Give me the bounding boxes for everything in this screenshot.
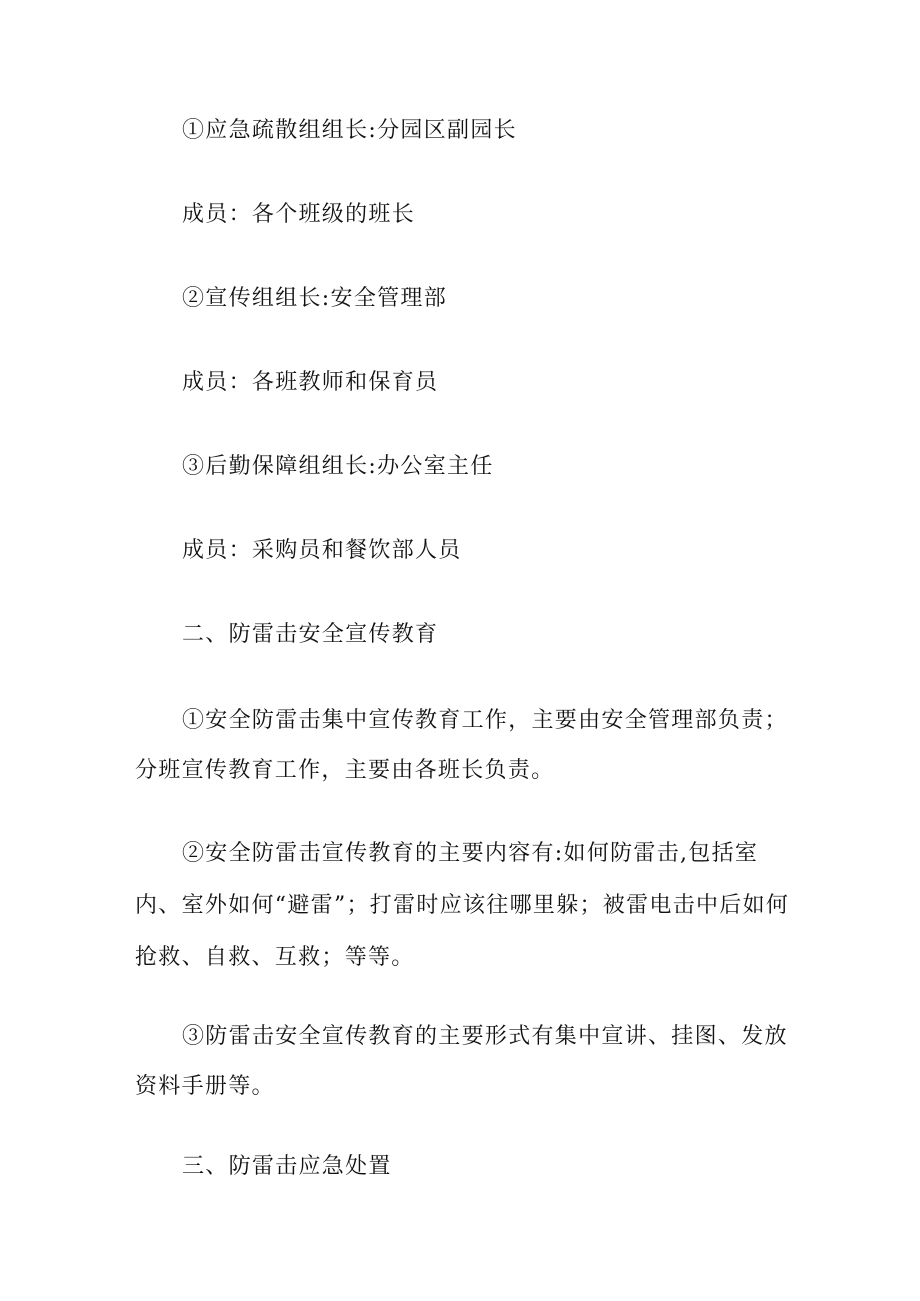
paragraph-evacuation-members: 成员：各个班级的班长 (182, 202, 416, 227)
paragraph-publicity-members: 成员：各班教师和保育员 (182, 370, 439, 395)
paragraph-logistics-members: 成员：采购员和餐饮部人员 (182, 538, 462, 563)
paragraph-logistics-leader: ③后勤保障组组长:办公室主任 (182, 454, 494, 479)
paragraph-education-duty: ①安全防雷击集中宣传教育工作，主要由安全管理部负责；分班宣传教育工作，主要由各班长负责。 (135, 708, 788, 783)
paragraph-evacuation-leader: ①应急疏散组组长:分园区副园长 (182, 118, 517, 143)
section-heading-2: 二、防雷击安全宣传教育 (182, 622, 439, 647)
section-heading-3: 三、防雷击应急处置 (182, 1154, 392, 1179)
paragraph-education-content: ②安全防雷击宣传教育的主要内容有:如何防雷击,包括室内、室外如何“避雷”；打雷时应该往哪里躲；被雷电击中后如何抢救、自救、互救；等等。 (135, 841, 790, 970)
paragraph-publicity-leader: ②宣传组组长:安全管理部 (182, 286, 448, 311)
paragraph-education-forms: ③防雷击安全宣传教育的主要形式有集中宣讲、挂图、发放资料手册等。 (135, 1024, 788, 1099)
